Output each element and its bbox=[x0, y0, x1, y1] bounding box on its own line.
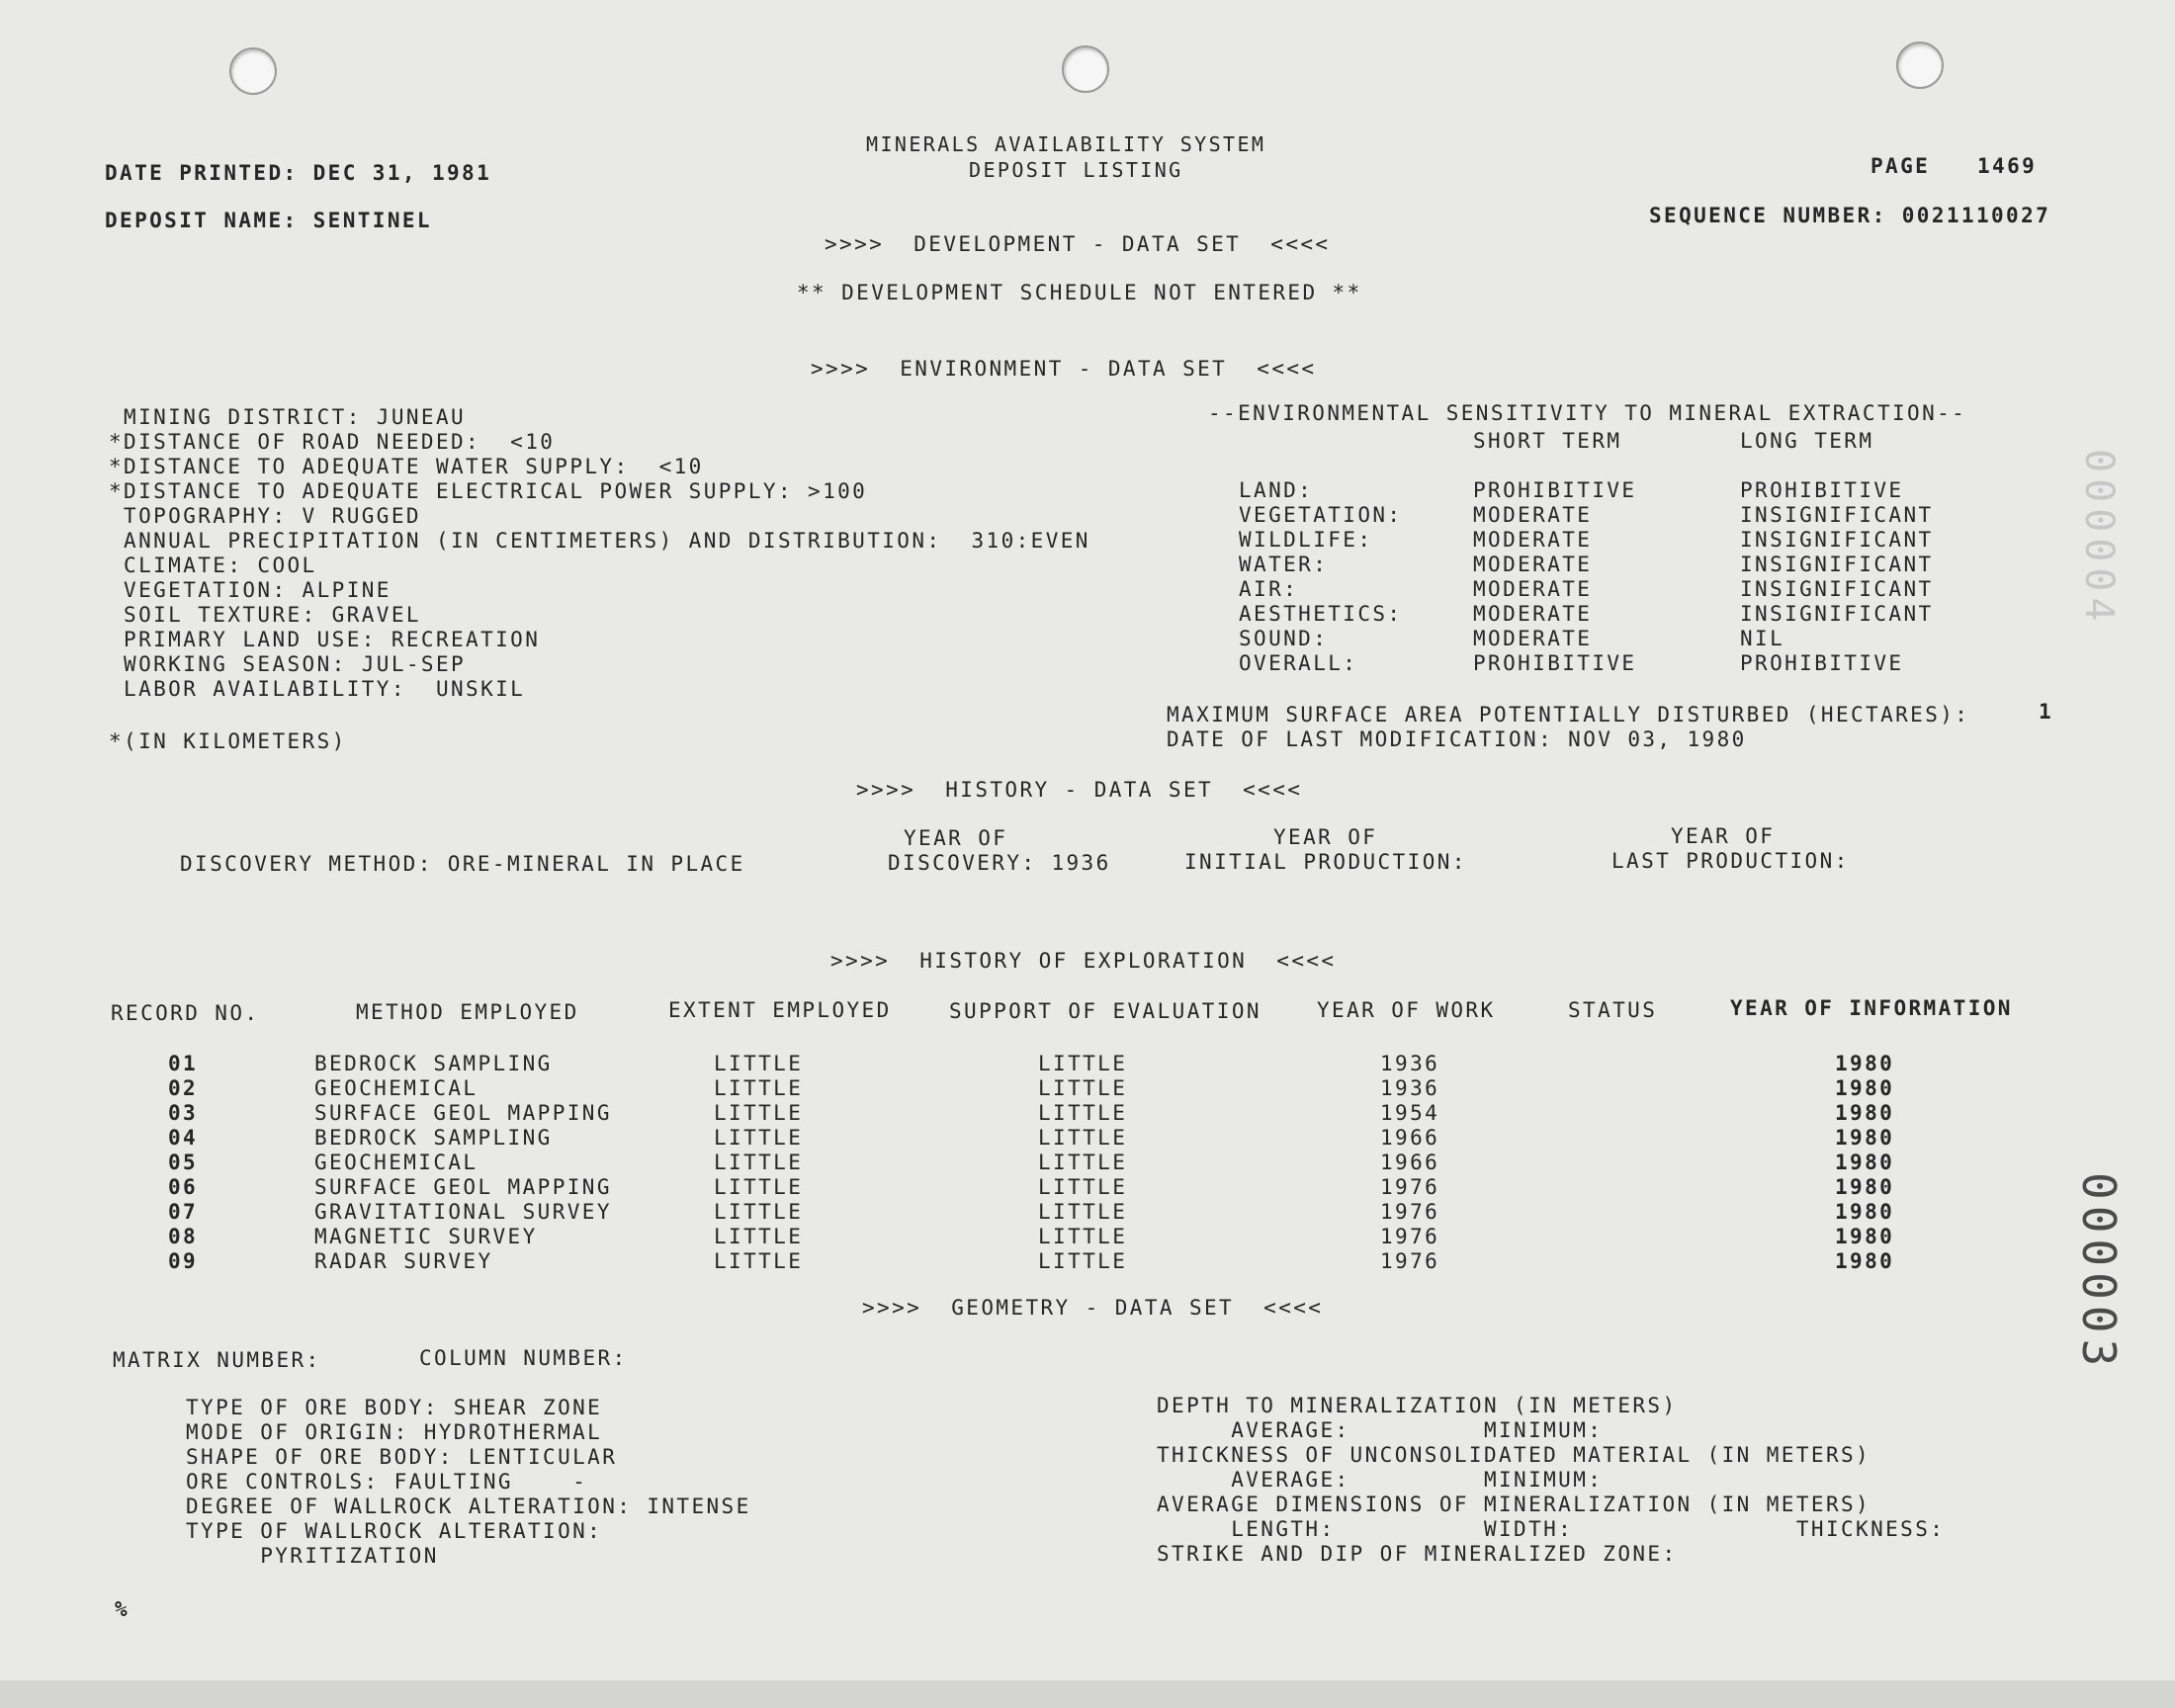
environment-heading: >>>> ENVIRONMENT - DATA SET <<<< bbox=[811, 357, 1317, 381]
env-line: *DISTANCE TO ADEQUATE ELECTRICAL POWER SUPPLY: >100 bbox=[109, 479, 868, 503]
record-no: 08 bbox=[168, 1225, 199, 1248]
method: MAGNETIC SURVEY bbox=[314, 1225, 538, 1248]
record-no: 02 bbox=[168, 1076, 199, 1100]
col-record-no: RECORD NO. bbox=[111, 1001, 260, 1025]
year-info: 1980 bbox=[1835, 1225, 1895, 1248]
year-info: 1980 bbox=[1835, 1175, 1895, 1199]
long-term-header: LONG TERM bbox=[1740, 429, 1874, 453]
record-no: 06 bbox=[168, 1175, 199, 1199]
support: LITTLE bbox=[1038, 1076, 1128, 1100]
sensitivity-title: --ENVIRONMENTAL SENSITIVITY TO MINERAL EXTRACTION-- bbox=[1208, 401, 1967, 425]
max-surface-label: MAXIMUM SURFACE AREA POTENTIALLY DISTURBED (HECTARES): bbox=[1167, 703, 1970, 726]
col-method: METHOD EMPLOYED bbox=[356, 1000, 579, 1024]
sensitivity-long: INSIGNIFICANT bbox=[1740, 503, 1934, 527]
env-line: MINING DISTRICT: JUNEAU bbox=[109, 405, 467, 429]
extent: LITTLE bbox=[714, 1151, 804, 1174]
env-line: ANNUAL PRECIPITATION (IN CENTIMETERS) AND DISTRIBUTION: 310:EVEN bbox=[109, 529, 1090, 553]
sensitivity-long: INSIGNIFICANT bbox=[1740, 528, 1934, 552]
method: GEOCHEMICAL bbox=[314, 1076, 478, 1100]
sensitivity-short: MODERATE bbox=[1473, 627, 1593, 650]
env-line: *DISTANCE TO ADEQUATE WATER SUPPLY: <10 bbox=[109, 455, 704, 478]
extent: LITTLE bbox=[714, 1200, 804, 1224]
sensitivity-long: PROHIBITIVE bbox=[1740, 478, 1904, 502]
sensitivity-short: MODERATE bbox=[1473, 503, 1593, 527]
year-info: 1980 bbox=[1835, 1052, 1895, 1075]
page-number: 1469 bbox=[1977, 154, 2038, 178]
geometry-line: TYPE OF ORE BODY: SHEAR ZONE bbox=[186, 1396, 603, 1419]
col-status: STATUS bbox=[1568, 998, 1658, 1022]
sequence-number: SEQUENCE NUMBER: 0021110027 bbox=[1649, 204, 2051, 227]
extent: LITTLE bbox=[714, 1076, 804, 1100]
support: LITTLE bbox=[1038, 1126, 1128, 1150]
sensitivity-long: PROHIBITIVE bbox=[1740, 651, 1904, 675]
sensitivity-long: INSIGNIFICANT bbox=[1740, 553, 1934, 576]
extent: LITTLE bbox=[714, 1225, 804, 1248]
table-row bbox=[0, 1076, 2175, 1100]
record-no: 07 bbox=[168, 1200, 199, 1224]
faint-frame-stamp: 000004 bbox=[2076, 449, 2122, 628]
record-no: 04 bbox=[168, 1126, 199, 1150]
method: SURFACE GEOL MAPPING bbox=[314, 1175, 612, 1199]
method: GEOCHEMICAL bbox=[314, 1151, 478, 1174]
sensitivity-label: AESTHETICS: bbox=[1239, 602, 1403, 626]
env-line: VEGETATION: ALPINE bbox=[109, 578, 392, 602]
year-work: 1976 bbox=[1380, 1225, 1440, 1248]
record-no: 05 bbox=[168, 1151, 199, 1174]
depth-title: DEPTH TO MINERALIZATION (IN METERS) bbox=[1157, 1394, 1678, 1417]
punch-hole bbox=[1896, 42, 1944, 89]
support: LITTLE bbox=[1038, 1200, 1128, 1224]
geometry-line: MODE OF ORIGIN: HYDROTHERMAL bbox=[186, 1420, 603, 1444]
method: BEDROCK SAMPLING bbox=[314, 1052, 553, 1075]
year-work: 1976 bbox=[1380, 1200, 1440, 1224]
env-line: LABOR AVAILABILITY: UNSKIL bbox=[109, 677, 526, 701]
extent: LITTLE bbox=[714, 1052, 804, 1075]
development-note: ** DEVELOPMENT SCHEDULE NOT ENTERED ** bbox=[797, 281, 1362, 304]
discovery-year: DISCOVERY: 1936 bbox=[888, 851, 1111, 875]
sensitivity-short: PROHIBITIVE bbox=[1473, 478, 1637, 502]
column-number: COLUMN NUMBER: bbox=[419, 1346, 628, 1370]
frame-number-stamp: 000003 bbox=[2072, 1172, 2126, 1373]
env-line: SOIL TEXTURE: GRAVEL bbox=[109, 603, 421, 627]
table-row bbox=[0, 1052, 2175, 1075]
matrix-number: MATRIX NUMBER: bbox=[113, 1348, 321, 1372]
table-row bbox=[0, 1200, 2175, 1224]
punch-hole bbox=[229, 47, 277, 95]
support: LITTLE bbox=[1038, 1101, 1128, 1125]
year-work: 1966 bbox=[1380, 1126, 1440, 1150]
sensitivity-long: INSIGNIFICANT bbox=[1740, 602, 1934, 626]
geometry-line: SHAPE OF ORE BODY: LENTICULAR bbox=[186, 1445, 618, 1469]
support: LITTLE bbox=[1038, 1249, 1128, 1273]
env-line: TOPOGRAPHY: V RUGGED bbox=[109, 504, 421, 528]
sensitivity-short: MODERATE bbox=[1473, 528, 1593, 552]
year-of-label: YEAR OF bbox=[1273, 825, 1378, 849]
footer-mark: % bbox=[115, 1597, 130, 1621]
date-printed: DATE PRINTED: DEC 31, 1981 bbox=[105, 161, 492, 185]
deposit-name: DEPOSIT NAME: SENTINEL bbox=[105, 209, 432, 232]
year-of-label: YEAR OF bbox=[904, 826, 1008, 850]
col-extent: EXTENT EMPLOYED bbox=[668, 998, 892, 1022]
sensitivity-long: INSIGNIFICANT bbox=[1740, 577, 1934, 601]
table-row bbox=[0, 1101, 2175, 1125]
col-year-work: YEAR OF WORK bbox=[1317, 998, 1496, 1022]
support: LITTLE bbox=[1038, 1151, 1128, 1174]
short-term-header: SHORT TERM bbox=[1473, 429, 1622, 453]
method: RADAR SURVEY bbox=[314, 1249, 493, 1273]
geometry-line: TYPE OF WALLROCK ALTERATION: bbox=[186, 1519, 603, 1543]
table-row bbox=[0, 1249, 2175, 1273]
sensitivity-label: LAND: bbox=[1239, 478, 1314, 502]
dimensions-title: AVERAGE DIMENSIONS OF MINERALIZATION (IN METERS) bbox=[1157, 1493, 1871, 1516]
env-line: CLIMATE: COOL bbox=[109, 554, 317, 577]
year-work: 1976 bbox=[1380, 1175, 1440, 1199]
record-no: 09 bbox=[168, 1249, 199, 1273]
sensitivity-label: OVERALL: bbox=[1239, 651, 1358, 675]
km-footnote: *(IN KILOMETERS) bbox=[109, 729, 347, 753]
year-info: 1980 bbox=[1835, 1126, 1895, 1150]
dimensions-line: LENGTH: WIDTH: THICKNESS: bbox=[1157, 1517, 1946, 1541]
year-info: 1980 bbox=[1835, 1151, 1895, 1174]
year-work: 1966 bbox=[1380, 1151, 1440, 1174]
thickness-line: AVERAGE: MINIMUM: bbox=[1157, 1468, 1604, 1492]
col-year-info: YEAR OF INFORMATION bbox=[1730, 996, 2013, 1020]
method: SURFACE GEOL MAPPING bbox=[314, 1101, 612, 1125]
year-work: 1954 bbox=[1380, 1101, 1440, 1125]
max-surface-value: 1 bbox=[2039, 700, 2054, 724]
discovery-method: DISCOVERY METHOD: ORE-MINERAL IN PLACE bbox=[180, 852, 745, 876]
geometry-line: PYRITIZATION bbox=[186, 1544, 439, 1568]
year-work: 1936 bbox=[1380, 1076, 1440, 1100]
support: LITTLE bbox=[1038, 1225, 1128, 1248]
sensitivity-label: AIR: bbox=[1239, 577, 1299, 601]
extent: LITTLE bbox=[714, 1249, 804, 1273]
year-of-label: YEAR OF bbox=[1671, 824, 1776, 848]
table-row bbox=[0, 1225, 2175, 1248]
env-line: WORKING SEASON: JUL-SEP bbox=[109, 652, 467, 676]
initial-production: INITIAL PRODUCTION: bbox=[1184, 850, 1467, 874]
exploration-heading: >>>> HISTORY OF EXPLORATION <<<< bbox=[830, 949, 1337, 973]
sensitivity-label: WILDLIFE: bbox=[1239, 528, 1373, 552]
method: GRAVITATIONAL SURVEY bbox=[314, 1200, 612, 1224]
table-row bbox=[0, 1126, 2175, 1150]
sensitivity-label: WATER: bbox=[1239, 553, 1329, 576]
method: BEDROCK SAMPLING bbox=[314, 1126, 553, 1150]
sensitivity-label: SOUND: bbox=[1239, 627, 1329, 650]
support: LITTLE bbox=[1038, 1052, 1128, 1075]
system-title: MINERALS AVAILABILITY SYSTEM bbox=[866, 132, 1266, 156]
development-heading: >>>> DEVELOPMENT - DATA SET <<<< bbox=[825, 232, 1331, 256]
table-row bbox=[0, 1175, 2175, 1199]
year-work: 1976 bbox=[1380, 1249, 1440, 1273]
sensitivity-short: MODERATE bbox=[1473, 553, 1593, 576]
env-line: *DISTANCE OF ROAD NEEDED: <10 bbox=[109, 430, 556, 454]
year-info: 1980 bbox=[1835, 1101, 1895, 1125]
page-bottom-edge bbox=[0, 1680, 2175, 1708]
sensitivity-label: VEGETATION: bbox=[1239, 503, 1403, 527]
extent: LITTLE bbox=[714, 1175, 804, 1199]
year-info: 1980 bbox=[1835, 1076, 1895, 1100]
extent: LITTLE bbox=[714, 1101, 804, 1125]
record-no: 03 bbox=[168, 1101, 199, 1125]
sensitivity-long: NIL bbox=[1740, 627, 1785, 650]
geometry-line: ORE CONTROLS: FAULTING - bbox=[186, 1470, 588, 1494]
sensitivity-short: MODERATE bbox=[1473, 602, 1593, 626]
punch-hole bbox=[1062, 45, 1109, 93]
year-work: 1936 bbox=[1380, 1052, 1440, 1075]
support: LITTLE bbox=[1038, 1175, 1128, 1199]
depth-line: AVERAGE: MINIMUM: bbox=[1157, 1418, 1604, 1442]
geometry-line: DEGREE OF WALLROCK ALTERATION: INTENSE bbox=[186, 1494, 751, 1518]
record-no: 01 bbox=[168, 1052, 199, 1075]
last-modification: DATE OF LAST MODIFICATION: NOV 03, 1980 bbox=[1167, 727, 1747, 751]
last-production: LAST PRODUCTION: bbox=[1611, 849, 1850, 873]
col-support: SUPPORT OF EVALUATION bbox=[949, 999, 1262, 1023]
geometry-heading: >>>> GEOMETRY - DATA SET <<<< bbox=[862, 1296, 1324, 1320]
thickness-title: THICKNESS OF UNCONSOLIDATED MATERIAL (IN METERS) bbox=[1157, 1443, 1871, 1467]
extent: LITTLE bbox=[714, 1126, 804, 1150]
listing-title: DEPOSIT LISTING bbox=[969, 158, 1183, 182]
sensitivity-short: MODERATE bbox=[1473, 577, 1593, 601]
year-info: 1980 bbox=[1835, 1249, 1895, 1273]
history-heading: >>>> HISTORY - DATA SET <<<< bbox=[856, 778, 1303, 802]
year-info: 1980 bbox=[1835, 1200, 1895, 1224]
env-line: PRIMARY LAND USE: RECREATION bbox=[109, 628, 541, 651]
page-label: PAGE bbox=[1870, 154, 1931, 178]
sensitivity-short: PROHIBITIVE bbox=[1473, 651, 1637, 675]
table-row bbox=[0, 1151, 2175, 1174]
strike-dip: STRIKE AND DIP OF MINERALIZED ZONE: bbox=[1157, 1542, 1678, 1566]
